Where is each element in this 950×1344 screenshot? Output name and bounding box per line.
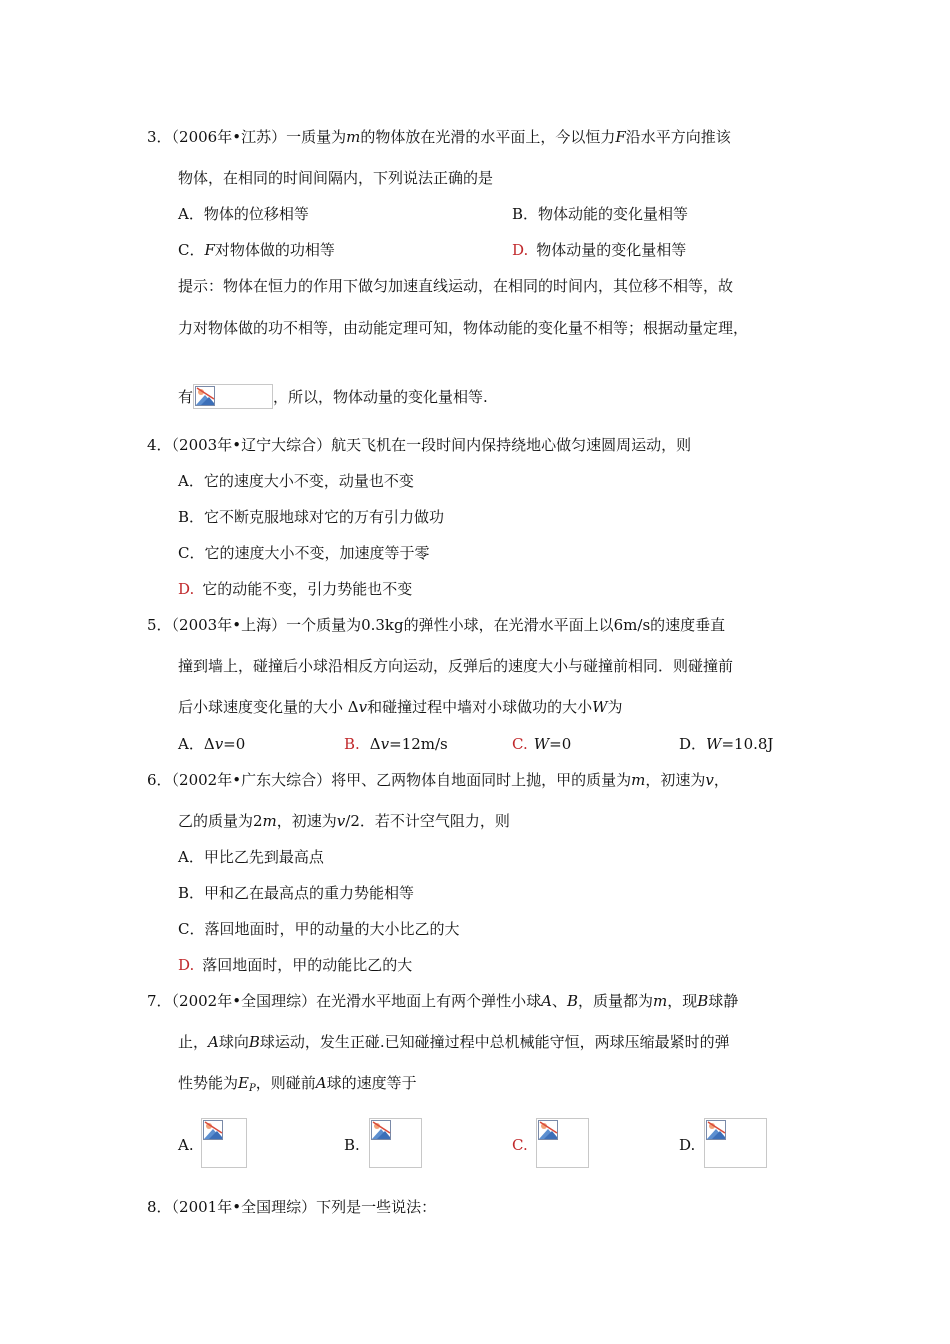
q5-option-d-value: =10.8J: [721, 735, 774, 753]
q3-source: （2006年•江苏）: [171, 128, 287, 146]
q4-option-d-letter-answer: D.: [178, 580, 195, 598]
q6-option-d-text: 落回地面时，甲的动能比乙的大: [202, 956, 413, 974]
q7-var-B3: B: [248, 1033, 260, 1051]
q7-var-m: m: [652, 992, 668, 1010]
q5-stem-line1: [147, 615, 725, 635]
q3-option-d-text: 物体动量的变化量相等: [536, 241, 687, 259]
q6-option-d-letter-answer: D.: [178, 956, 195, 974]
q6-option-b: B．甲和乙在最高点的重力势能相等: [178, 884, 415, 902]
q8-stem: [147, 1197, 436, 1217]
q4-option-c: C．它的速度大小不变，加速度等于零: [178, 544, 430, 562]
q6-var-v: v: [705, 771, 714, 789]
broken-image-icon: [706, 1120, 726, 1140]
q3-number: 3．: [147, 128, 172, 146]
q8-number: 8．: [147, 1198, 172, 1216]
q5-option-a-delta: Δ: [203, 735, 215, 753]
q3-stem-line1: [147, 127, 731, 147]
q3-option-d-letter-answer: D.: [512, 241, 529, 259]
q5-option-c-value: =0: [549, 735, 572, 753]
q6-stem-line1-b: ，初速为: [645, 771, 706, 789]
q5-option-b-value: =12m/s: [389, 735, 448, 753]
q3-option-c-text: 对物体做的功相等: [214, 241, 335, 259]
q6-var-2m: m: [262, 812, 277, 830]
q5-stem-line3-c: 为: [607, 698, 623, 716]
q5-stem-line3-a: 后小球速度变化量的大小 Δ: [178, 698, 359, 716]
q5-option-a: [178, 734, 245, 754]
q7-option-c-letter-answer: C.: [512, 1136, 528, 1154]
q7-number: 7．: [147, 992, 172, 1010]
q3-stem-text-a: 一质量为: [286, 128, 347, 146]
q7-sep: 、: [551, 992, 567, 1010]
q3-stem-text-c: 沿水平方向推该: [625, 128, 731, 146]
q5-var-v: v: [358, 698, 368, 716]
q6-option-d: [178, 955, 412, 975]
q6-stem-line2-c: /2．若不计空气阻力，则: [345, 812, 510, 830]
q4-option-a: A．它的速度大小不变，动量也不变: [178, 472, 414, 490]
q7-stem-line2: [178, 1032, 730, 1052]
q5-option-d: [679, 734, 773, 754]
q6-stem-line1: [147, 770, 729, 790]
q5-option-a-var: v: [214, 735, 224, 753]
q6-number: 6．: [147, 771, 172, 789]
q3-formula-image: [193, 384, 273, 409]
q3-hint-line2: 力对物体做的功不相等，由动能定理可知，物体动能的变化量不相等；根据动量定理，: [178, 319, 749, 337]
q4-option-d: [178, 579, 412, 599]
q5-option-b-delta: Δ: [369, 735, 381, 753]
q8-stem-text: （2001年•全国理综）下列是一些说法：: [171, 1198, 437, 1216]
q7-var-B: B: [566, 992, 578, 1010]
q6-var-m: m: [631, 771, 646, 789]
broken-image-icon: [371, 1120, 391, 1140]
broken-image-icon: [195, 386, 215, 406]
q6-option-c: C．落回地面时，甲的动量的大小比乙的大: [178, 920, 460, 938]
q5-number: 5．: [147, 616, 172, 634]
q7-var-E: E: [238, 1074, 249, 1092]
q7-option-a-letter: A.: [178, 1136, 194, 1154]
q6-stem-line2: [178, 811, 510, 831]
q3-var-F: F: [615, 128, 626, 146]
q4-option-b: B．它不断克服地球对它的万有引力做功: [178, 508, 445, 526]
q3-hint-line3-a: 有: [178, 388, 194, 406]
q3-option-c-var: F: [204, 241, 215, 259]
q5-stem-line3: [178, 697, 623, 717]
q5-stem-line3-b: 和碰撞过程中墙对小球做功的大小: [367, 698, 593, 716]
q5-option-a-value: =0: [223, 735, 246, 753]
q7-stem-line3-c: 球的速度等于: [326, 1074, 417, 1092]
broken-image-icon: [538, 1120, 558, 1140]
q3-option-c: [178, 240, 335, 260]
q4-stem: [147, 435, 691, 455]
q6-stem-line2-a: 乙的质量为2: [178, 812, 263, 830]
q3-stem-text-b: 的物体放在光滑的水平面上，今以恒力: [360, 128, 616, 146]
q7-stem-line3: [178, 1073, 417, 1099]
q5-option-c-letter-answer: C.: [512, 735, 528, 753]
q7-option-d-image: [704, 1118, 767, 1168]
q5-stem-line2: 撞到墙上，碰撞后小球沿相反方向运动，反弹后的速度大小与碰撞前相同．则碰撞前: [178, 657, 734, 675]
q6-option-a: A．甲比乙先到最高点: [178, 848, 324, 866]
q7-option-a-image: [201, 1118, 247, 1168]
q7-option-c-image: [536, 1118, 589, 1168]
q7-stem-line1-b: ，质量都为: [577, 992, 653, 1010]
q6-var-v2: v: [336, 812, 346, 830]
q3-option-a: A．物体的位移相等: [178, 205, 309, 223]
q3-option-b: B．物体动能的变化量相等: [512, 205, 689, 223]
q3-option-c-letter: C．: [178, 241, 205, 259]
q7-var-A3: A: [315, 1074, 327, 1092]
q5-option-a-letter: A．: [178, 735, 204, 753]
q7-var-A: A: [541, 992, 552, 1010]
q7-stem-line2-b: 球向: [218, 1033, 249, 1051]
q5-option-c: [512, 734, 571, 754]
q3-var-m: m: [346, 128, 361, 146]
q7-option-b-letter: B.: [344, 1136, 360, 1154]
q5-stem-line1-text: （2003年•上海）一个质量为0.3kg的弹性小球，在光滑水平面上以6m/s的速度垂直: [171, 616, 726, 634]
q5-option-b-var: v: [380, 735, 390, 753]
q3-stem-line2: 物体，在相同的时间间隔内，下列说法正确的是: [178, 169, 494, 187]
q5-option-b: [344, 734, 448, 754]
q6-stem-line1-a: （2002年•广东大综合）将甲、乙两物体自地面同时上抛，甲的质量为: [171, 771, 632, 789]
q7-option-b-image: [369, 1118, 422, 1168]
q4-number: 4．: [147, 436, 172, 454]
q7-var-A2: A: [208, 1033, 219, 1051]
q3-option-d: [512, 240, 686, 260]
q3-hint-line3-b: ，所以，物体动量的变化量相等.: [273, 388, 488, 406]
q5-option-d-letter: D．: [679, 735, 707, 753]
q7-stem-line3-a: 性势能为: [178, 1074, 239, 1092]
q7-stem-line1: [147, 991, 738, 1011]
q5-var-W: W: [592, 698, 608, 716]
q5-option-d-var: W: [706, 735, 722, 753]
q7-var-B2: B: [697, 992, 709, 1010]
q7-var-E-subscript: P: [248, 1083, 256, 1094]
q4-stem-text: （2003年•辽宁大综合）航天飞机在一段时间内保持绕地心做匀速圆周运动，则: [171, 436, 692, 454]
q7-stem-line1-c: ，现: [667, 992, 698, 1010]
q7-stem-line3-b: ，则碰前: [255, 1074, 316, 1092]
q7-stem-line1-d: 球静: [708, 992, 739, 1010]
q6-stem-line1-c: ，: [713, 771, 729, 789]
broken-image-icon: [203, 1120, 223, 1140]
q3-hint-line1: 提示：物体在恒力的作用下做匀加速直线运动，在相同的时间内，其位移不相等，故: [178, 277, 734, 295]
q7-stem-line2-a: 止，: [178, 1033, 209, 1051]
q5-option-c-var: W: [533, 735, 550, 753]
q4-option-d-text: 它的动能不变，引力势能也不变: [202, 580, 413, 598]
q7-stem-line1-a: （2002年•全国理综）在光滑水平地面上有两个弹性小球: [171, 992, 542, 1010]
q6-stem-line2-b: ，初速为: [276, 812, 337, 830]
q5-option-b-letter-answer: B.: [344, 735, 360, 753]
q7-option-d-letter: D.: [679, 1136, 696, 1154]
q7-stem-line2-c: 球运动，发生正碰.已知碰撞过程中总机械能守恒，两球压缩最紧时的弹: [259, 1033, 730, 1051]
